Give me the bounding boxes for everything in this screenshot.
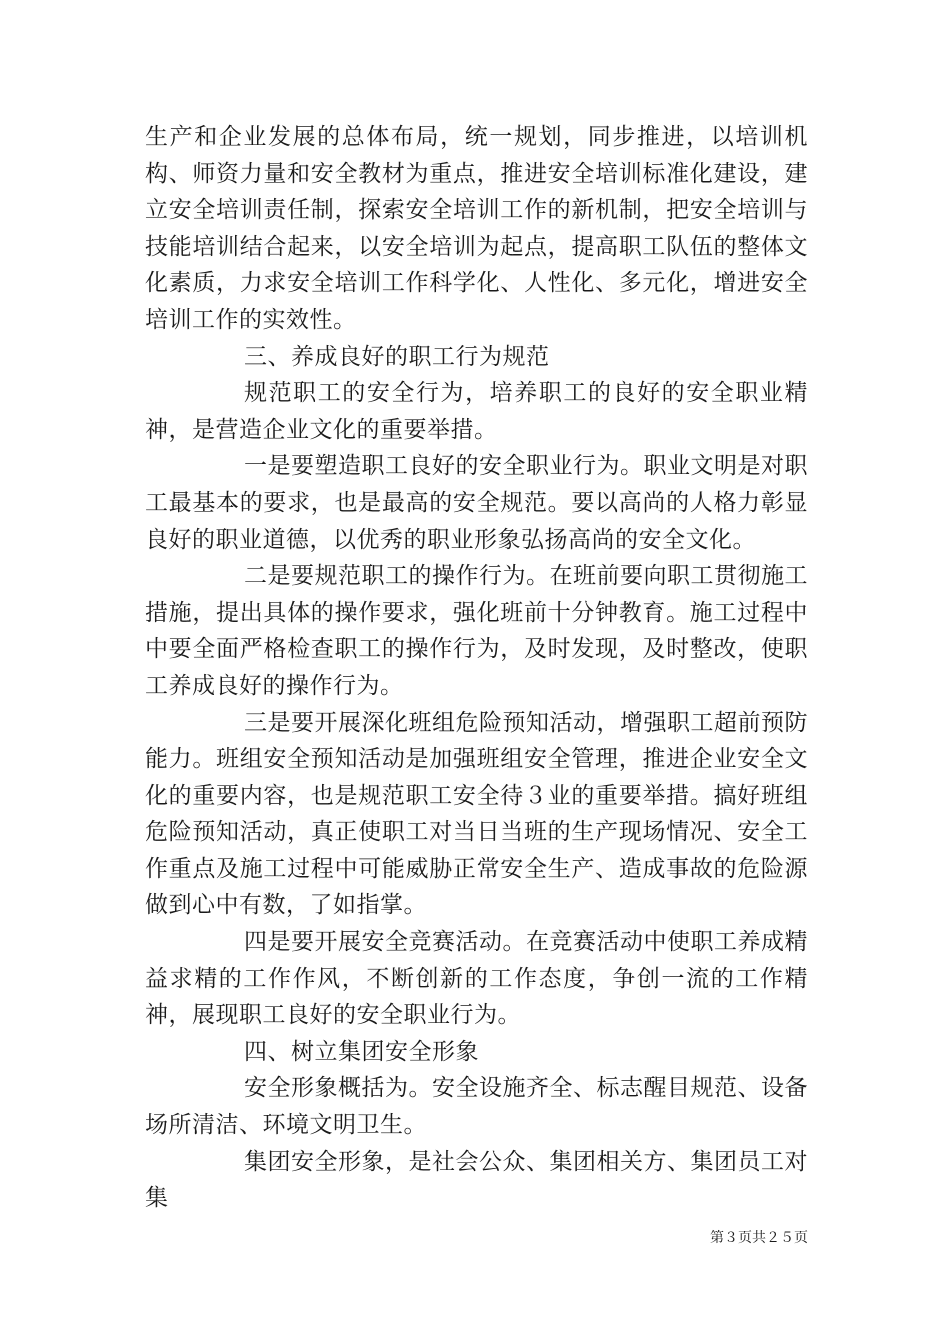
paragraph: 三是要开展深化班组危险预知活动，增强职工超前预防能力。班组安全预知活动是加强班组安全管理，推进企业安全文化的重要内容，也是规范职工安全待３业的重要举措。搞好班组危险预知活动，真正使职工对当日当班的生产现场情况、安全工作重点及施工过程中可能威胁正常安全生产、造成事故的危险源做到心中有数，了如指掌。	[145, 709, 808, 919]
paragraph: 二是要规范职工的操作行为。在班前要向职工贯彻施工措施，提出具体的操作要求，强化班前十分钟教育。施工过程中中要全面严格检查职工的操作行为，及时发现，及时整改，使职工养成良好的操作行为。	[145, 563, 808, 699]
paragraph: 规范职工的安全行为，培养职工的良好的安全职业精神，是营造企业文化的重要举措。	[145, 380, 808, 443]
page-number-footer: 第３页共２５页	[710, 1230, 808, 1246]
paragraph-continuation: 生产和企业发展的总体布局，统一规划，同步推进，以培训机构、师资力量和安全教材为重点，推进安全培训标准化建设，建立安全培训责任制，探索安全培训工作的新机制，把安全培训与技能培训结合起来，以安全培训为起点，提高职工队伍的整体文化素质，力求安全培训工作科学化、人性化、多元化，增进安全培训工作的实效性。	[145, 124, 808, 333]
section-heading-4: 四、树立集团安全形象	[244, 1038, 479, 1065]
paragraph: 安全形象概括为。安全设施齐全、标志醒目规范、设备场所清洁、环境文明卫生。	[145, 1075, 808, 1139]
paragraph: 一是要塑造职工良好的安全职业行为。职业文明是对职工最基本的要求，也是最高的安全规范。要以高尚的人格力彰显良好的职业道德，以优秀的职业形象弘扬高尚的安全文化。	[145, 453, 808, 553]
section-heading-3: 三、养成良好的职工行为规范	[244, 343, 550, 370]
paragraph: 四是要开展安全竞赛活动。在竞赛活动中使职工养成精益求精的工作作风，不断创新的工作态度，争创一流的工作精神，展现职工良好的安全职业行为。	[145, 929, 808, 1029]
document-body	[145, 119, 808, 1217]
paragraph: 集团安全形象，是社会公众、集团相关方、集团员工对集	[145, 1148, 808, 1212]
